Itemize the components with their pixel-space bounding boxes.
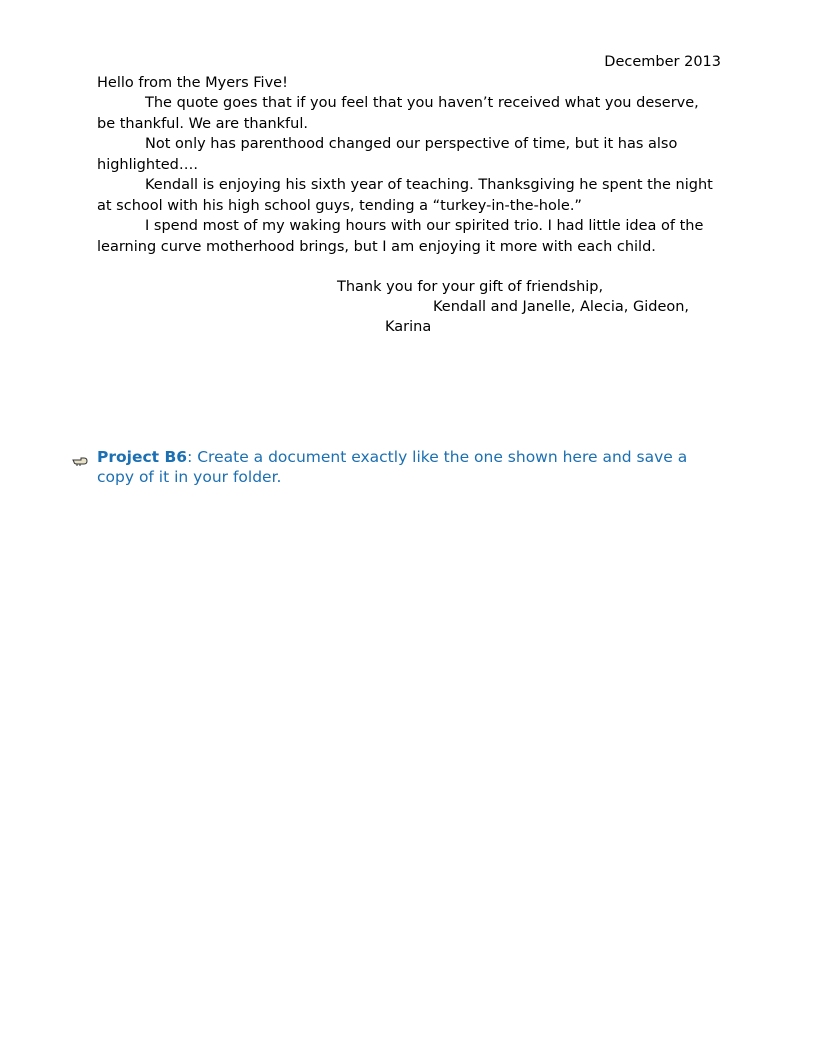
pointing-hand-icon [72,452,88,464]
letter-date: December 2013 [604,54,721,70]
paragraph-janelle: I spend most of my waking hours with our spirited trio. I had little idea of the learning curve motherhood brings, but I am enjoying it more with each child. [97,218,704,255]
letter-body [97,52,721,257]
paragraph-parenthood: Not only has parenthood changed our perspective of time, but it has also highlighted…. [97,136,678,173]
project-label: Project B6 [97,448,188,466]
letter-greeting: Hello from the Myers Five! [97,74,288,91]
letter-signature-line-1: Kendall and Janelle, Alecia, Gideon, [433,299,690,315]
letter-closing: Thank you for your gift of friendship, [337,279,604,295]
paragraph-thankful: The quote goes that if you feel that you haven’t received what you deserve, be thankful. We are thankful. [97,95,699,132]
letter-signature-line-2: Karina [385,319,432,335]
paragraph-kendall: Kendall is enjoying his sixth year of teaching. Thanksgiving he spent the night at school with his high school guys, tending a “turkey-in-the-hole.” [97,177,713,214]
project-instruction [97,448,727,487]
project-separator: : [187,448,193,466]
project-instruction-text: Create a document exactly like the one shown here and save a copy of it in your folder. [97,448,688,486]
